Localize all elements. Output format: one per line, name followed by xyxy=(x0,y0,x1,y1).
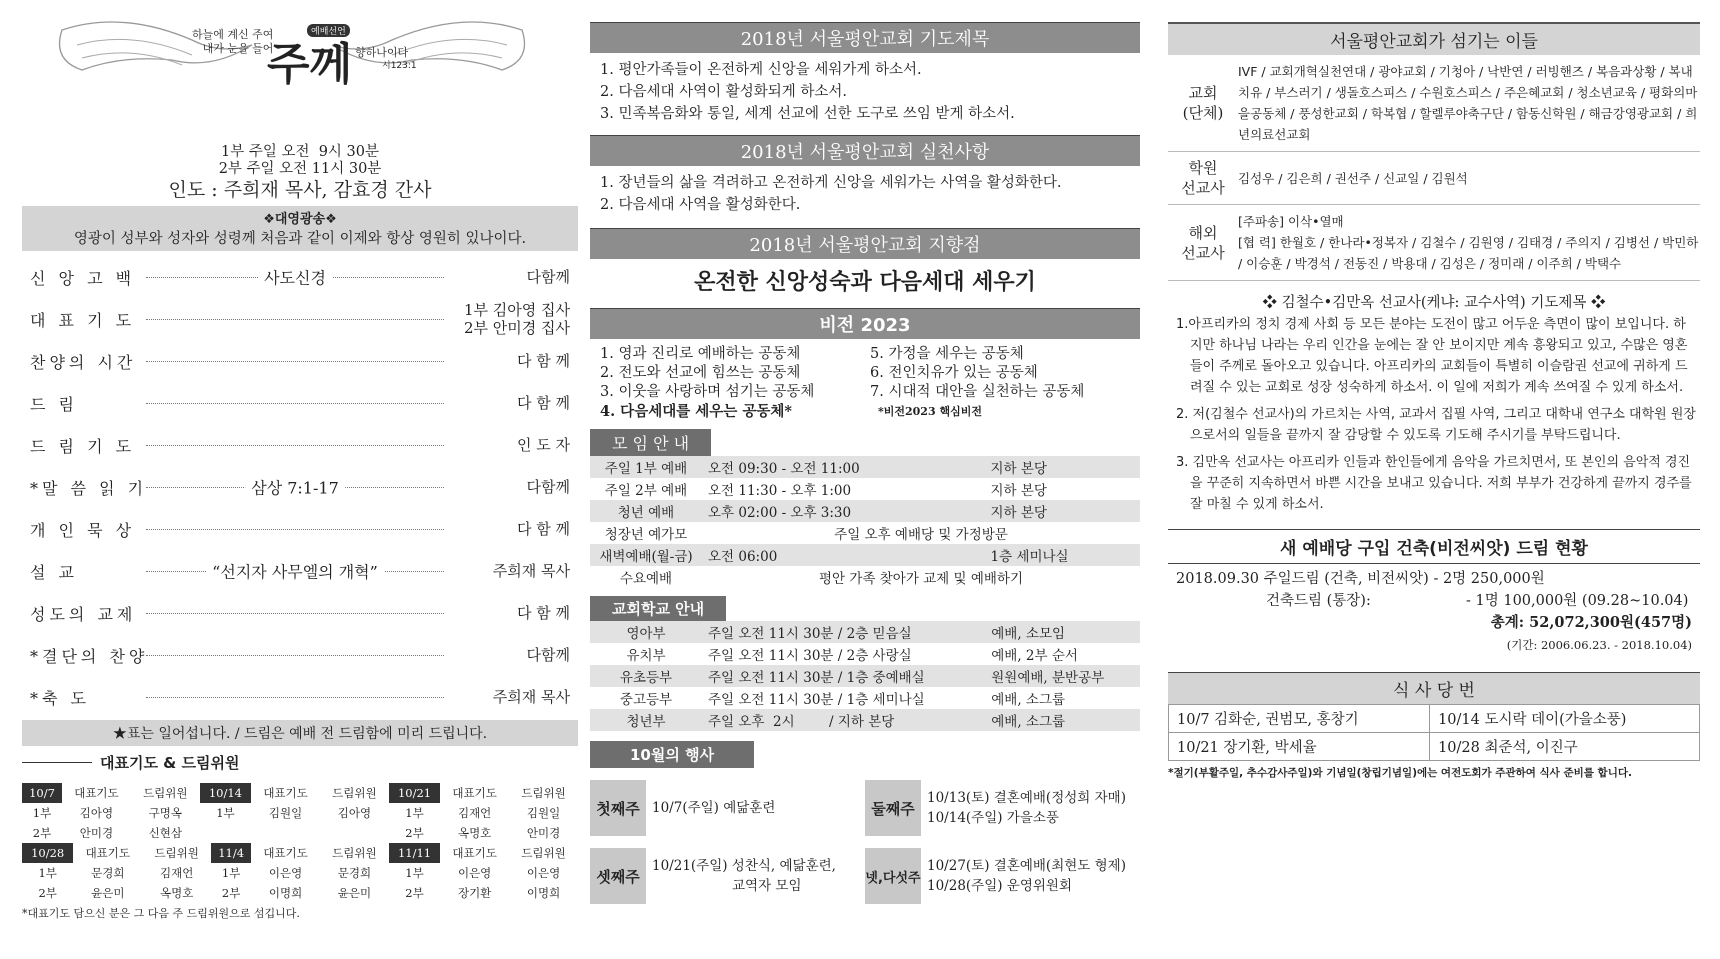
event-week2-text2: 10/14(주일) 가을소풍 xyxy=(927,810,1059,826)
duty-cell: 이은영 xyxy=(457,866,492,880)
prayer-topic-item: 3. 민족복음화와 통일, 세계 선교에 선한 도구로 쓰임 받게 하소서. xyxy=(600,106,1015,122)
duty-col-pray: 대표기도 xyxy=(452,786,497,800)
duty-cell: 김재언 xyxy=(457,806,492,820)
order-row xyxy=(30,508,570,550)
school-activity: 예배, 소모임 xyxy=(985,621,1140,643)
duty-cell: 안미경 xyxy=(79,826,114,840)
school-activity: 원원예배, 분반공부 xyxy=(985,665,1140,687)
building-period: (기간: 2006.06.23. - 2018.10.04) xyxy=(1506,638,1692,652)
school-dept: 청년부 xyxy=(590,709,702,731)
overseas-partners: [협 력] 한월호 / 한나라•정복자 / 김철수 / 김원영 / 김태경 / 주의지 / 김병선 / 박민하 / 이승훈 / 박경석 / 전동진 / 박용대 / 김성은 / 정미래 / 이주희 / 박택수 xyxy=(1238,235,1699,271)
duty-cell: 윤은미 xyxy=(337,886,372,900)
event-week4-text1: 10/27(토) 결혼예배(최현도 형제) xyxy=(927,858,1126,874)
order-dots xyxy=(146,697,444,698)
order-item-leader: 주희재 목사 xyxy=(492,688,570,706)
doxology-box xyxy=(22,206,578,251)
duty-cell: 윤은미 xyxy=(91,886,125,900)
events-title: 10월의 행사 xyxy=(590,741,754,768)
vision-item: 7. 시대적 대안을 실천하는 공동체 xyxy=(870,384,1085,400)
event-week3-label: 셋째주 xyxy=(590,848,646,904)
meeting-name: 주일 1부 예배 xyxy=(590,456,702,478)
duty-date: 10/7 xyxy=(22,783,62,803)
duty-cell: 김아영 xyxy=(79,806,114,820)
duty-col-pray: 대표기도 xyxy=(263,846,308,860)
order-row xyxy=(30,340,570,382)
practice-item: 2. 다음세대 사역을 활성화한다. xyxy=(600,197,801,213)
order-row xyxy=(30,676,570,718)
order-row xyxy=(30,256,570,298)
order-dots xyxy=(146,319,444,320)
school-row xyxy=(590,665,1140,687)
logo xyxy=(22,0,578,120)
service-time-2: 2부 주일 오전 11시 30분 xyxy=(218,161,382,177)
school-dept: 유치부 xyxy=(626,648,666,664)
order-item-leader: 다 함 께 xyxy=(516,520,570,538)
duty-col-pray: 대표기도 xyxy=(74,786,119,800)
order-dots xyxy=(146,613,444,614)
event-week2-text1: 10/13(토) 결혼예배(정성희 자매) xyxy=(927,790,1126,806)
event-week3-text2: 교역자 모임 xyxy=(732,878,802,894)
school-time: 주일 오후 2시 / 지하 본당 xyxy=(702,709,985,731)
school-table xyxy=(590,621,1140,731)
meeting-time: 오전 09:30 - 오전 11:00 xyxy=(702,456,985,478)
duty-cell: 2부 xyxy=(221,886,241,900)
direction-title: 2018년 서울평안교회 지향점 xyxy=(590,228,1140,259)
duty-col-give: 드림위원 xyxy=(332,846,377,860)
logo-badge: 예배선언 xyxy=(307,24,350,37)
duty-cell: 2부 xyxy=(32,826,52,840)
school-dept: 중고등부 xyxy=(619,692,673,708)
org-label: 교회 (단체) xyxy=(1182,84,1224,122)
meeting-row xyxy=(590,544,1140,566)
duty-col-pray: 대표기도 xyxy=(263,786,308,800)
event-week2 xyxy=(865,778,1140,838)
vision-item: *비전2023 핵심비전 xyxy=(878,405,982,418)
meeting-time: 오전 11:30 - 오후 1:00 xyxy=(708,483,852,499)
order-item-content: “선지자 사무엘의 개혁” xyxy=(206,559,384,582)
school-time: 주일 오전 11시 30분 / 2층 사랑실 xyxy=(708,648,912,664)
duty-cell: 김아영 xyxy=(337,806,372,820)
order-item-leader: 주희재 목사 xyxy=(492,562,570,580)
order-item-title: 찬양의 시간 xyxy=(30,352,137,372)
duty-cell xyxy=(200,823,251,843)
order-item-content: 삼상 7:1-17 xyxy=(245,475,345,498)
cafeteria-table xyxy=(1168,704,1700,761)
service-time-1: 1부 주일 오전 9시 30분 xyxy=(221,144,379,160)
duty-cell xyxy=(251,823,320,843)
duty-col-give: 드림위원 xyxy=(332,786,377,800)
event-week3 xyxy=(590,846,865,906)
middle-column xyxy=(590,0,1140,906)
order-row xyxy=(30,550,570,592)
order-row xyxy=(30,424,570,466)
overseas-sent: [주파송] 이삭•열매 xyxy=(1238,214,1344,229)
school-section xyxy=(590,596,1140,731)
order-item-leader: 다 함 께 xyxy=(516,352,570,370)
vision-item: 2. 전도와 선교에 힘쓰는 공동체 xyxy=(600,365,801,381)
order-dots xyxy=(146,562,444,581)
logo-line2: 내가 눈을 들어 xyxy=(202,42,274,55)
school-time: 주일 오전 11시 30분 / 1층 중예배실 xyxy=(702,665,985,687)
order-item-title: 성도의 교제 xyxy=(30,604,137,624)
doxology-title: ❖대영광송❖ xyxy=(263,212,337,227)
meeting-name: 청년 예배 xyxy=(590,500,702,522)
duty-date: 10/21 xyxy=(389,783,440,803)
order-row xyxy=(30,634,570,676)
order-dots xyxy=(146,403,444,404)
school-dept: 영아부 xyxy=(590,621,702,643)
duty-cell: 이명희 xyxy=(526,886,561,900)
order-item-title: *축 도 xyxy=(30,688,90,708)
order-item-leader: 다 함 께 xyxy=(516,604,570,622)
duty-cell: 2부 xyxy=(38,886,57,900)
duty-cell: 2부 xyxy=(405,886,424,900)
cafeteria-cell: 10/21 장기환, 박세율 xyxy=(1169,733,1430,761)
meeting-row xyxy=(590,500,1140,522)
meeting-name: 수요예배 xyxy=(619,571,673,587)
duty-cell: 김재언 xyxy=(160,866,194,880)
school-time: 주일 오전 11시 30분 / 1층 세미나실 xyxy=(708,692,925,708)
meeting-time: 주일 오후 예배당 및 가정방문 xyxy=(834,527,1008,543)
duty-row-group xyxy=(22,843,578,903)
duty-cell: 문경희 xyxy=(337,866,372,880)
doxology-text: 영광이 성부와 성자와 성령께 처음과 같이 이제와 항상 영원히 있나이다. xyxy=(73,231,527,247)
meeting-row xyxy=(590,478,1140,500)
duty-date: 11/11 xyxy=(389,843,440,863)
meeting-row xyxy=(590,566,1140,588)
order-item-leader: 다 함 께 xyxy=(516,394,570,412)
vision-item: 4. 다음세대를 세우는 공동체* xyxy=(600,403,792,420)
prayer-topics-title: 2018년 서울평안교회 기도제목 xyxy=(590,22,1140,53)
order-item-title: *말 씀 읽 기 xyxy=(30,478,148,498)
campus-list: 김성우 / 김은희 / 권선주 / 신교일 / 김원석 xyxy=(1238,170,1468,186)
meetings-section xyxy=(590,429,1140,588)
duty-note: *대표기도 담으신 분은 그 다음 주 드림위원으로 섬깁니다. xyxy=(22,907,300,920)
kim-prayer-title: ❖ 김철수•김만옥 선교사(케냐: 교수사역) 기도제목 ❖ xyxy=(1262,295,1606,311)
vision-item: 3. 이웃을 사랑하며 섬기는 공동체 xyxy=(600,384,815,400)
building-line2a: 건축드림 (통장): xyxy=(1266,593,1371,609)
meeting-row xyxy=(590,456,1140,478)
meeting-time: 오전 06:00 xyxy=(702,544,985,566)
event-week3-text1: 10/21(주일) 성찬식, 예닮훈련, xyxy=(652,858,836,874)
vision-item: 1. 영과 진리로 예배하는 공동체 xyxy=(600,346,801,362)
school-activity: 예배, 2부 순서 xyxy=(991,648,1078,664)
order-row xyxy=(30,298,570,340)
event-week4-text2: 10/28(주일) 운영위원회 xyxy=(927,878,1073,894)
duty-table xyxy=(22,783,578,903)
duty-cell xyxy=(320,823,389,843)
kim-prayer-item: 1.아프리카의 정치 경제 사회 등 모든 분야는 도전이 많고 어두운 측면이 많이 보입니다. 하지만 하나님 나라는 우리 인간을 눈에는 잘 안 보이지만 계속 흥왕되고 있고, 수많은 영혼들이 주께로 돌아오고 있습니다. 아프리카의 교회들이 특별히 이슬람권 선교에 귀하게 드려질 수 있는 교회로 성장 성숙하게 하소서. 이 일에 저희가 계속 쓰여질 수 있게 하소서. xyxy=(1176,317,1688,395)
duty-cell: 이은영 xyxy=(526,866,561,880)
duty-cell: 1부 xyxy=(405,806,424,820)
school-activity: 예배, 소그룹 xyxy=(991,692,1066,708)
order-dots xyxy=(146,529,444,530)
order-item-leader: 다함께 xyxy=(526,478,570,496)
vision-item: 6. 전인치유가 있는 공동체 xyxy=(870,365,1038,381)
meeting-name: 새벽예배(월-금) xyxy=(590,544,702,566)
meeting-time: 평안 가족 찾아가 교제 및 예배하기 xyxy=(818,571,1024,587)
campus-label: 학원 선교사 xyxy=(1181,159,1225,197)
duty-cell: 1부 xyxy=(221,866,241,880)
school-activity: 예배, 소그룹 xyxy=(985,709,1140,731)
kim-prayer-item: 3. 김만옥 선교사는 아프리카 인들과 한인들에게 음악을 가르치면서, 또 본인의 음악적 경진을 꾸준히 지속하면서 바쁜 시간을 보내고 있습니다. 저희 부부가 건강하게 끝까지 경주를 잘 마칠 수 있게 하소서. xyxy=(1176,455,1692,512)
duty-cell: 1부 xyxy=(32,806,52,820)
duty-col-give: 드림위원 xyxy=(154,846,199,860)
school-row xyxy=(590,687,1140,709)
kim-prayer-list xyxy=(1168,312,1700,515)
missions-title: 서울평안교회가 섬기는 이들 xyxy=(1168,22,1700,55)
duty-cell: 1부 xyxy=(405,866,424,880)
duty-col-give: 드림위원 xyxy=(521,846,566,860)
order-item-leader: 인 도 자 xyxy=(516,436,570,454)
overseas-label: 해외 선교사 xyxy=(1181,223,1225,262)
duty-cell: 김원일 xyxy=(526,806,561,820)
duty-col-pray: 대표기도 xyxy=(85,846,131,860)
order-row xyxy=(30,382,570,424)
duty-cell: 신현삼 xyxy=(148,826,182,840)
order-item-content: 사도신경 xyxy=(258,265,332,288)
school-title: 교회학교 안내 xyxy=(590,596,726,621)
event-week2-label: 둘째주 xyxy=(865,780,921,836)
school-time: 주일 오전 11시 30분 / 2층 믿음실 xyxy=(702,621,985,643)
order-dots xyxy=(146,655,444,656)
order-item-title: 신 앙 고 백 xyxy=(30,268,136,288)
meeting-time: 오후 02:00 - 오후 3:30 xyxy=(702,500,985,522)
order-of-worship xyxy=(22,251,578,718)
duty-cell: 안미경 xyxy=(526,826,561,840)
logo-after: 향하나이다 xyxy=(355,46,409,59)
duty-cell: 옥명호 xyxy=(457,826,492,840)
cafeteria-title: 식 사 당 번 xyxy=(1168,672,1700,704)
left-column xyxy=(22,0,578,921)
building-total: 총계: 52,072,300원(457명) xyxy=(1490,614,1692,631)
building-line2b: - 1명 100,000원 (09.28~10.04) xyxy=(1466,593,1689,609)
order-item-title: 설 교 xyxy=(30,562,78,582)
duty-cell: 옥명호 xyxy=(160,886,194,900)
practice-list xyxy=(590,166,1140,222)
duty-cell: 이은영 xyxy=(268,866,303,880)
order-item-title: *결단의 찬양 xyxy=(30,646,149,666)
logo-line1: 하늘에 계신 주여 xyxy=(192,28,274,41)
meetings-title: 모 임 안 내 xyxy=(590,429,711,456)
duty-cell: 2부 xyxy=(405,826,424,840)
prayer-topics-list xyxy=(590,53,1140,131)
building-line1: 2018.09.30 주일드림 (건축, 비전씨앗) - 2명 250,000원 xyxy=(1176,571,1545,587)
event-week4 xyxy=(865,846,1140,906)
right-column xyxy=(1168,0,1700,780)
vision-title: 비전 2023 xyxy=(590,308,1140,339)
order-item-title: 드 림 xyxy=(30,394,78,414)
practice-title: 2018년 서울평안교회 실천사항 xyxy=(590,135,1140,166)
duty-date: 10/14 xyxy=(200,783,251,803)
order-item-leader: 다함께 xyxy=(526,646,570,664)
meeting-name: 청장년 예가모 xyxy=(604,527,688,543)
duty-date: 10/28 xyxy=(22,843,73,863)
order-row xyxy=(30,592,570,634)
order-dots xyxy=(146,361,444,362)
order-footnote: ★표는 일어섭니다. / 드림은 예배 전 드림함에 미리 드립니다. xyxy=(22,720,578,746)
event-week4-label: 넷,다섯주 xyxy=(865,848,921,904)
events-section xyxy=(590,741,1140,906)
event-week1-text: 10/7(주일) 예닮훈련 xyxy=(652,800,776,816)
duty-cell: 이명희 xyxy=(268,886,303,900)
prayer-topic-item: 1. 평안가족들이 온전하게 신앙을 세워가게 하소서. xyxy=(600,62,922,78)
order-item-title: 개 인 묵 상 xyxy=(30,520,136,540)
duty-cell: 구명옥 xyxy=(148,806,182,820)
school-row xyxy=(590,643,1140,665)
service-leaders: 인도 : 주희재 목사, 감효경 간사 xyxy=(168,179,432,201)
duty-col-give: 드림위원 xyxy=(521,786,566,800)
org-list: IVF / 교회개혁실천연대 / 광야교회 / 기청아 / 낙반연 / 러빙핸즈 / 복음과상황 / 복내치유 / 부스러기 / 생돌호스피스 / 수원호스피스 / 주은혜교회 / 청소년교육 / 평화의마을공동체 / 풍성한교회 / 학복협 / 할렐루야축구단 / 함동신학원 / 해금강영광교회 / 희년의료선교회 xyxy=(1238,64,1698,142)
logo-title: 주께 xyxy=(267,39,353,90)
kim-prayer-item: 2. 저(김철수 선교사)의 가르치는 사역, 교과서 집필 사역, 그리고 대학내 연구소 대학원 원장으로서의 일들을 끝까지 잘 감당할 수 있도록 기도해 주시기를 부탁드립니다. xyxy=(1176,407,1696,443)
order-dots xyxy=(146,478,444,497)
event-week1 xyxy=(590,778,865,838)
meeting-place: 지하 본당 xyxy=(990,483,1047,499)
meeting-row xyxy=(590,522,1140,544)
meeting-place: 지하 본당 xyxy=(985,500,1140,522)
order-item-leader: 다함께 xyxy=(526,268,570,286)
duty-col-give: 드림위원 xyxy=(143,786,188,800)
building-title: 새 예배당 구입 건축(비전씨앗) 드림 현황 xyxy=(1168,529,1700,564)
meeting-name: 주일 2부 예배 xyxy=(604,483,688,499)
logo-ref: 시123:1 xyxy=(382,61,417,71)
order-dots xyxy=(146,445,444,446)
meetings-table xyxy=(590,456,1140,588)
duty-cell: 1부 xyxy=(216,806,235,820)
school-row xyxy=(590,621,1140,643)
order-item-leader: 1부 김아영 집사 2부 안미경 집사 xyxy=(463,301,570,337)
duty-cell: 문경희 xyxy=(91,866,125,880)
school-dept: 유초등부 xyxy=(590,665,702,687)
event-week1-label: 첫째주 xyxy=(590,780,646,836)
duty-row-group xyxy=(22,783,578,843)
duty-date: 11/4 xyxy=(211,843,251,863)
order-item-title: 드 림 기 도 xyxy=(30,436,136,456)
duty-cell: 장기환 xyxy=(457,886,492,900)
prayer-topic-item: 2. 다음세대 사역이 활성화되게 하소서. xyxy=(600,84,847,100)
cafeteria-cell: 10/28 최준석, 이진구 xyxy=(1430,733,1700,761)
duty-title: 대표기도 & 드림위원 xyxy=(100,754,240,772)
meeting-place: 지하 본당 xyxy=(985,456,1140,478)
cafeteria-cell: 10/7 김화순, 권범모, 홍창기 xyxy=(1169,705,1430,733)
duty-col-pray: 대표기도 xyxy=(452,846,497,860)
cafeteria-note: *절기(부활주일, 추수감사주일)와 기념일(창립기념일)에는 여전도회가 주관하여 식사 준비를 합니다. xyxy=(1168,767,1632,779)
duty-cell: 김원일 xyxy=(268,806,303,820)
vision-item: 5. 가정을 세우는 공동체 xyxy=(870,346,1024,362)
meeting-place: 1층 세미나실 xyxy=(985,544,1140,566)
order-row xyxy=(30,466,570,508)
cafeteria-cell: 10/14 도시락 데이(가을소풍) xyxy=(1430,705,1700,733)
practice-item: 1. 장년들의 삶을 격려하고 온전하게 신앙을 세워가는 사역을 활성화한다. xyxy=(600,175,1062,191)
order-dots xyxy=(146,268,444,287)
school-row xyxy=(590,709,1140,731)
vision-list xyxy=(590,339,1140,421)
direction-text: 온전한 신앙성숙과 다음세대 세우기 xyxy=(694,269,1036,295)
duty-cell: 1부 xyxy=(38,866,57,880)
order-item-title: 대 표 기 도 xyxy=(30,310,136,330)
